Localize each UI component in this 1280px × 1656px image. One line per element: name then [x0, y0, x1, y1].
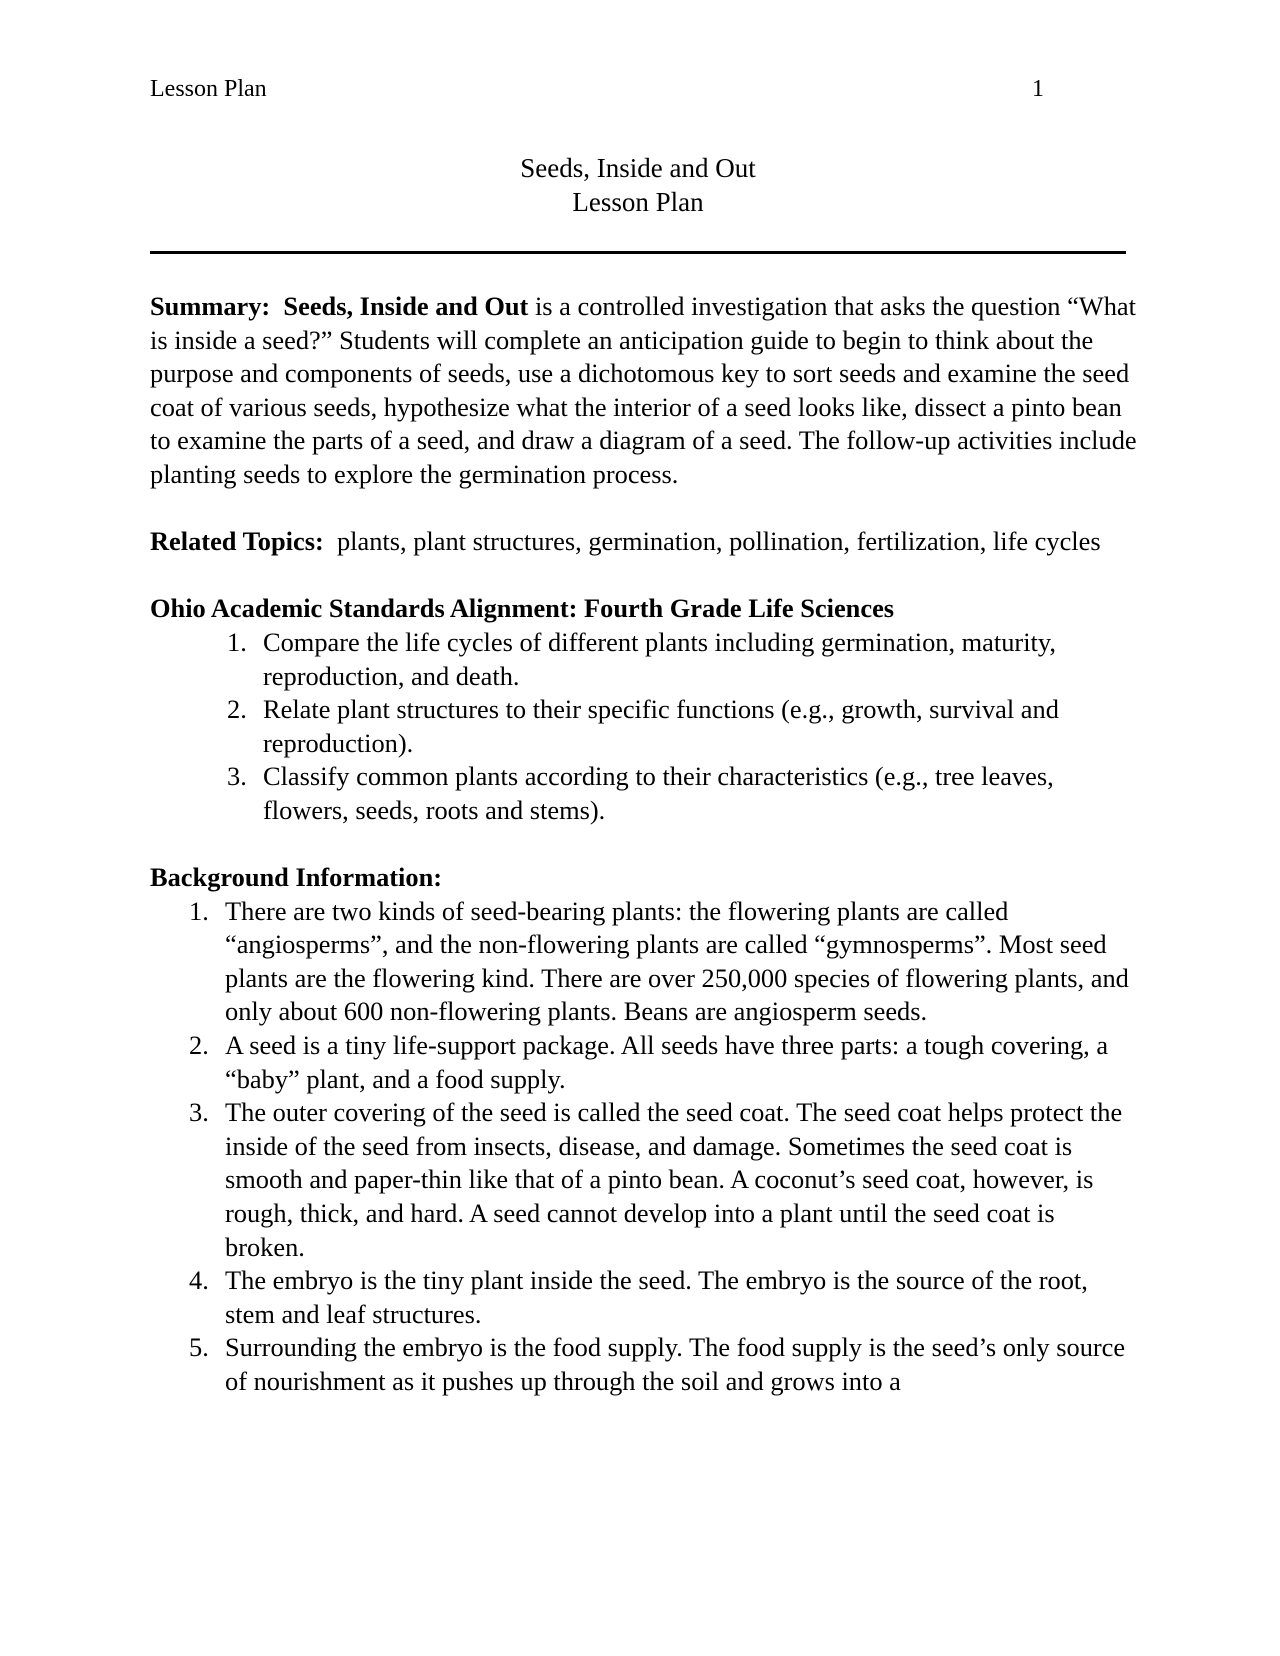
list-item-number: 2. [189, 1030, 209, 1061]
summary-lesson-title: Seeds, Inside and Out [283, 291, 529, 321]
running-title: Lesson Plan [150, 76, 267, 102]
list-item-text: Relate plant structures to their specific functions (e.g., growth, survival and reproduction). [263, 694, 1059, 758]
standards-list [150, 626, 1140, 828]
list-item [189, 1096, 1140, 1264]
list-item [227, 626, 1140, 693]
related-topics-text: plants, plant structures, germination, pollination, fertilization, life cycles [336, 526, 1101, 557]
list-item [189, 1029, 1140, 1096]
page-number: 1 [1032, 76, 1044, 102]
title-divider [150, 251, 1126, 254]
list-item [227, 693, 1140, 760]
standards-heading: Ohio Academic Standards Alignment: Fourth Grade Life Sciences [150, 593, 895, 624]
list-item-text: A seed is a tiny life-support package. All seeds have three parts: a tough covering, a “baby” plant, and a food supply. [225, 1030, 1109, 1094]
list-item-number: 3. [189, 1097, 209, 1128]
background-heading: Background Information: [150, 862, 443, 893]
list-item-text: There are two kinds of seed-bearing plants: the flowering plants are called “angiosperms”, and the non-flowering plants are called “gymnosperms”. Most seed plants are the flowering kind. There are over 250,000 species of flowering plants, and only about 600 non-flowering plants. Beans are angiosperm seeds. [225, 895, 1129, 1027]
title-line-2: Lesson Plan [572, 187, 704, 217]
summary-paragraph [150, 290, 1140, 492]
list-item-text: The embryo is the tiny plant inside the seed. The embryo is the source of the root, stem and leaf structures. [225, 1265, 1088, 1329]
running-header [150, 74, 1044, 104]
list-item-text: Classify common plants according to their characteristics (e.g., tree leaves, flowers, seeds, roots and stems). [263, 761, 1054, 825]
list-item [189, 1264, 1140, 1331]
list-item-number: 1. [189, 895, 209, 926]
list-item-number: 2. [227, 694, 247, 725]
title-line-1: Seeds, Inside and Out [520, 153, 756, 183]
summary-text: is a controlled investigation that asks the question “What is inside a seed?” Students will complete an anticipation guide to begin to think about the purpose and components of seeds, use a dichotomous key to sort seeds and examine the seed coat of various seeds, hypothesize what the interior of a seed looks like, dissect a pinto bean to examine the parts of a seed, and draw a diagram of a seed. The follow-up activities include planting seeds to explore the germination process. [150, 291, 1137, 489]
list-item-number: 5. [189, 1332, 209, 1363]
list-item-number: 1. [227, 626, 247, 657]
list-item-number: 3. [227, 761, 247, 792]
list-item [189, 895, 1140, 1029]
list-item [189, 1331, 1140, 1398]
list-item [227, 760, 1140, 827]
document-body [150, 290, 1140, 1399]
list-item-number: 4. [189, 1265, 209, 1296]
related-topics-paragraph [150, 525, 1140, 559]
list-item-text: The outer covering of the seed is called the seed coat. The seed coat helps protect the inside of the seed from insects, disease, and damage. Sometimes the seed coat is smooth and paper-thin like that of a pinto bean. A coconut’s seed coat, however, is rough, thick, and hard. A seed cannot develop into a plant until the seed coat is broken. [225, 1097, 1123, 1262]
list-item-text: Surrounding the embryo is the food supply. The food supply is the seed’s only source of nourishment as it pushes up through the soil and grows into a [225, 1332, 1126, 1396]
related-topics-label: Related Topics: [150, 526, 324, 557]
list-item-text: Compare the life cycles of different plants including germination, maturity, reproduction, and death. [263, 626, 1056, 691]
summary-label: Summary: [150, 291, 271, 321]
document-title [150, 151, 1126, 219]
background-list [150, 895, 1140, 1399]
